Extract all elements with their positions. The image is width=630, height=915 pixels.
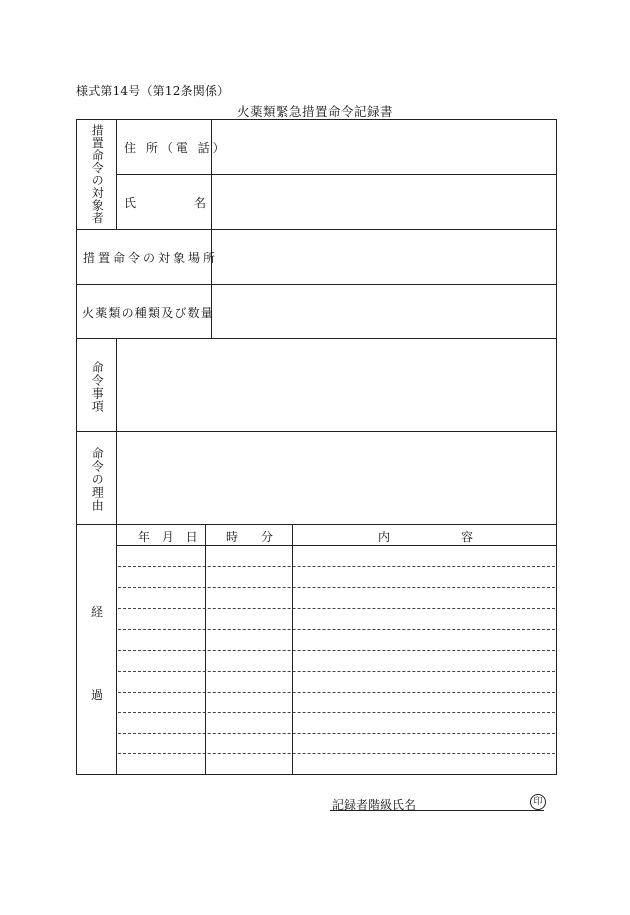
explosives-field[interactable] bbox=[214, 287, 554, 336]
target-place-field[interactable] bbox=[214, 232, 554, 282]
name-field[interactable] bbox=[214, 177, 554, 227]
col-content-right: 容 bbox=[461, 530, 474, 544]
col-date-header: 年 月 日 bbox=[138, 530, 202, 544]
address-label: 住 所（電 話） bbox=[124, 141, 228, 155]
address-field[interactable] bbox=[214, 122, 554, 172]
order-reason-label: 命令の理由 bbox=[90, 447, 105, 512]
explosives-label: 火薬類の種類及び数量 bbox=[82, 306, 215, 320]
recorder-label: 記録者階級氏名 bbox=[332, 798, 417, 812]
seal-mark: 印 bbox=[530, 794, 546, 810]
name-label-right: 名 bbox=[194, 196, 207, 210]
col-time-minute: 分 bbox=[261, 530, 274, 544]
recorder-signature-line[interactable] bbox=[330, 810, 544, 811]
col-time-hour: 時 bbox=[226, 530, 239, 544]
progress-label-bottom: 過 bbox=[91, 688, 104, 702]
target-place-label: 措置命令の対象場所 bbox=[83, 251, 219, 265]
progress-label-top: 経 bbox=[91, 605, 104, 619]
name-label-left: 氏 bbox=[124, 196, 137, 210]
col-content-left: 内 bbox=[378, 530, 391, 544]
form-number: 様式第14号（第12条関係） bbox=[76, 84, 230, 98]
target-person-label: 措置命令の対象者 bbox=[90, 124, 105, 224]
document-title: 火薬類緊急措置命令記録書 bbox=[236, 104, 393, 119]
order-items-field[interactable] bbox=[120, 341, 554, 429]
order-reason-field[interactable] bbox=[120, 434, 554, 522]
order-items-label: 命令事項 bbox=[90, 361, 105, 413]
